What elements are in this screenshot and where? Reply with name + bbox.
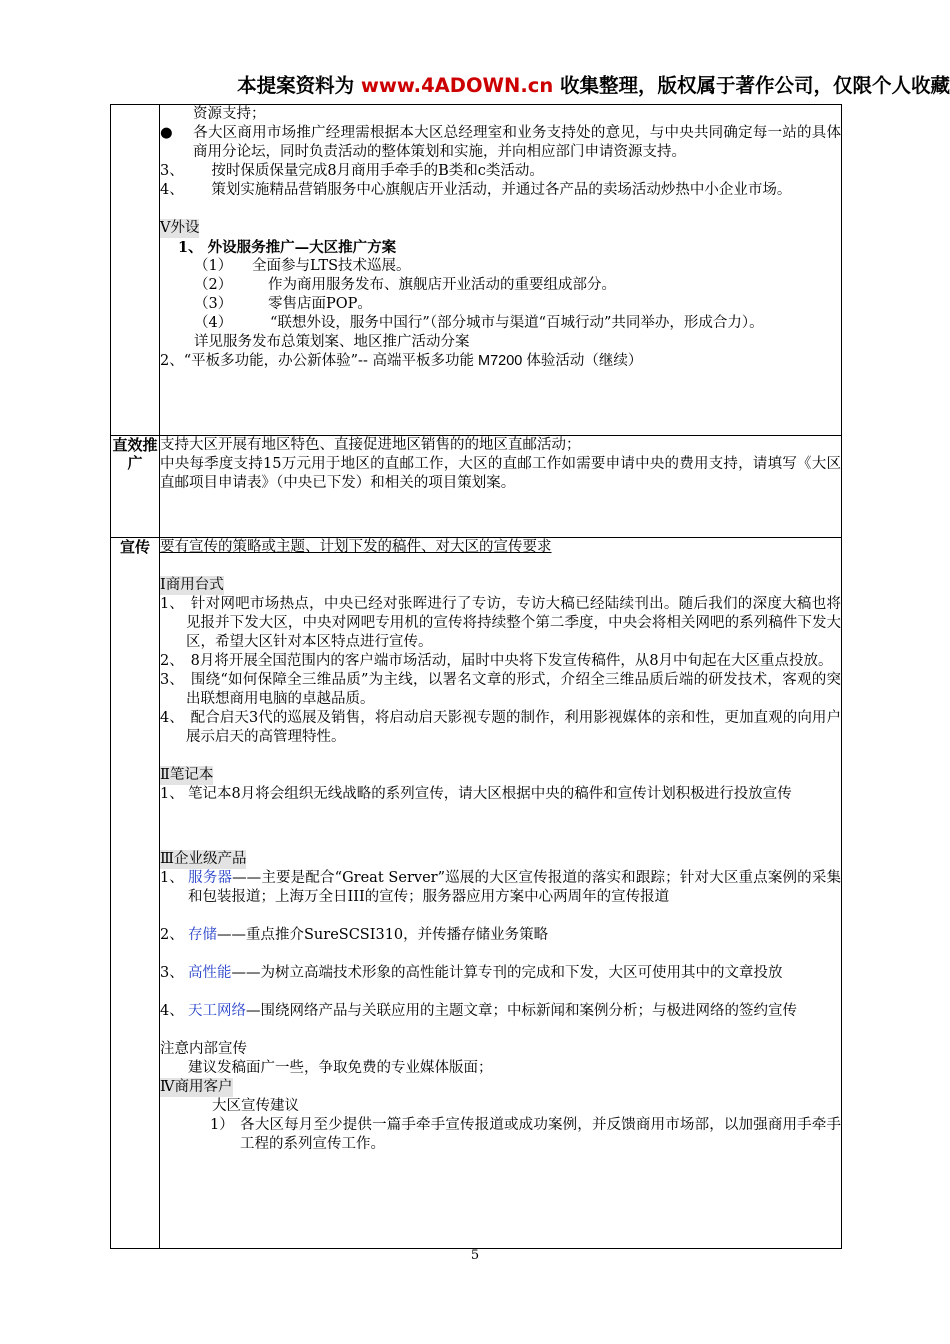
row-label: 直效推广 <box>111 436 160 538</box>
header-site-link[interactable]: www.4ADOWN.cn <box>360 74 554 97</box>
list-item: 2、 存储——重点推介SureSCSI310，并传播存储业务策略 <box>160 927 549 943</box>
page-number: 5 <box>470 1248 480 1263</box>
section-heading: Ⅳ商用客户 <box>160 1079 233 1095</box>
link-server[interactable]: 服务器 <box>188 870 233 886</box>
text-line: 资源支持； <box>193 106 266 122</box>
list-item: 3、 围绕“如何保障全三维品质”为主线，以署名文章的形式，介绍全三维品质后端的研发技术，客观的突出联想商用电脑的卓越品质。 <box>160 672 841 707</box>
text-line: 4、 策划实施精品营销服务中心旗舰店开业活动，并通过各产品的卖场活动炒热中小企业市场。 <box>160 182 792 198</box>
section-intro: 要有宣传的策略或主题、计划下发的稿件、对大区的宣传要求 <box>160 539 552 555</box>
header-prefix: 本提案资料为 <box>237 74 361 97</box>
note-title: 注意内部宣传 <box>160 1041 247 1057</box>
text-line: 3、 按时保质保量完成8月商用手牵手的B类和c类活动。 <box>160 163 544 179</box>
spacer <box>160 1021 841 1040</box>
sub-heading: 1、 外设服务推广—大区推广方案 <box>178 239 397 256</box>
row-content-direct <box>160 436 842 538</box>
link-storage[interactable]: 存储 <box>188 927 217 943</box>
row-content-activities <box>160 105 842 436</box>
link-hpc[interactable]: 高性能 <box>188 965 232 981</box>
section-heading: Ⅱ笔记本 <box>160 767 214 783</box>
sub-heading: 大区宣传建议 <box>212 1098 299 1114</box>
link-network[interactable]: 天工网络 <box>188 1003 246 1019</box>
list-item: 1、 服务器——主要是配合“Great Server”巡展的大区宣传报道的落实和跟踪；针对大区重点案例的采集和包装报道；上海万全日III的宣传；服务器应用方案中心两周年的宣传报道 <box>160 870 841 905</box>
row-content-publicity <box>160 538 842 1249</box>
table-row <box>111 436 842 538</box>
section-heading: Ⅴ外设 <box>160 220 200 236</box>
list-item: （1） 全面参与LTS技术巡展。 <box>194 258 411 274</box>
section-heading: Ⅲ企业级产品 <box>160 851 247 867</box>
spacer <box>160 747 841 766</box>
text-line: 支持大区开展有地区特色、直接促进地区销售的的地区直邮活动； <box>160 437 581 453</box>
list-item: 1） 各大区每月至少提供一篇手牵手宣传报道或成功案例，并反馈商用市场部，以加强商用手牵手工程的系列宣传工作。 <box>210 1117 841 1152</box>
list-item: 2、 8月将开展全国范围内的客户端市场活动，届时中央将下发宣传稿件，从8月中旬起在大区重点投放。 <box>160 653 833 669</box>
table-row <box>111 538 842 1249</box>
spacer <box>160 200 841 219</box>
spacer <box>160 983 841 1002</box>
spacer <box>160 907 841 926</box>
bullet-paragraph: ● 各大区商用市场推广经理需根据本大区总经理室和业务支持处的意见，与中央共同确定每一站的具体商用分论坛，同时负责活动的整体策划和实施，并向相应部门申请资源支持。 <box>160 125 841 160</box>
text-line: 详见服务发布总策划案、地区推广活动分案 <box>194 334 470 350</box>
list-item: （2） 作为商用服务发布、旗舰店开业活动的重要组成部分。 <box>194 277 616 293</box>
header-suffix: 收集整理，版权属于著作公司，仅限个人收藏 <box>553 74 950 97</box>
text-paragraph: 中央每季度支持15万元用于地区的直邮工作，大区的直邮工作如需要申请中央的费用支持，请填写《大区直邮项目申请表》（中央已下发）和相关的项目策划案。 <box>160 456 841 491</box>
section-heading: Ⅰ商用台式 <box>160 577 224 593</box>
spacer <box>160 557 841 576</box>
list-item: 4、 配合启天3代的巡展及销售，将启动启天影视专题的制作，利用影视媒体的亲和性，更加直观的向用户展示启天的高管理特性。 <box>160 710 841 745</box>
list-item: （3） 零售店面POP。 <box>194 296 372 312</box>
list-item: 1、 针对网吧市场热点，中央已经对张晖进行了专访，专访大稿已经陆续刊出。随后我们的深度大稿也将见报并下发大区，中央对网吧专用机的宣传将持续整个第二季度，中央会将相关网吧的系列稿件下发大区，希望大区针对本区特点进行宣传。 <box>160 596 841 650</box>
row-label: 宣传 <box>111 538 160 1249</box>
spacer <box>160 804 841 850</box>
proposal-table <box>110 104 842 1249</box>
list-item: 4、 天工网络—围绕网络产品与关联应用的主题文章；中标新闻和案例分析；与极进网络的签约宣传 <box>160 1003 797 1019</box>
list-item: 2、“平板多功能，办公新体验”-- 高端平板多功能 M7200 体验活动（继续） <box>160 353 643 369</box>
list-item: （4） “联想外设，服务中国行”（部分城市与渠道“百城行动”共同举办，形成合力）。 <box>194 315 764 331</box>
list-item: 1、 笔记本8月将会组织无线战略的系列宣传，请大区根据中央的稿件和宣传计划积极进行投放宣传 <box>160 786 792 802</box>
page-header-banner <box>0 70 950 98</box>
table-row <box>111 105 842 436</box>
row-label-empty <box>111 105 160 436</box>
spacer <box>160 945 841 964</box>
note-text: 建议发稿面广一些，争取免费的专业媒体版面； <box>188 1060 493 1076</box>
list-item: 3、 高性能——为树立高端技术形象的高性能计算专刊的完成和下发，大区可使用其中的文章投放 <box>160 965 783 981</box>
bullet-icon: ● <box>160 125 173 141</box>
